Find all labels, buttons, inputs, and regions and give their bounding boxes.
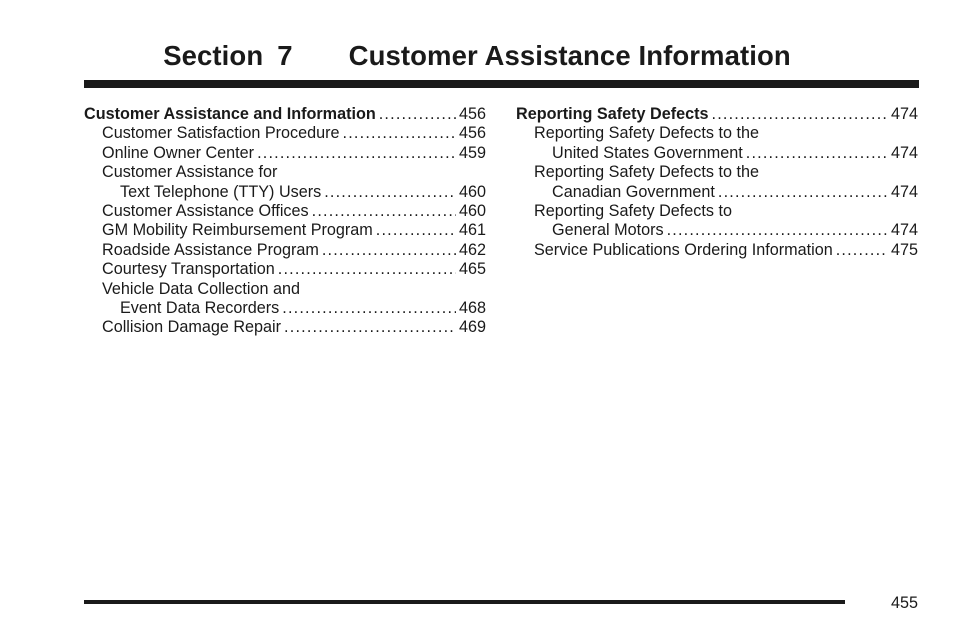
- toc-entry-event-data-recorders[interactable]: [84, 299, 486, 318]
- toc-entry-label: Customer Satisfaction Procedure: [102, 124, 340, 143]
- toc-entry-label: Courtesy Transportation: [102, 260, 275, 279]
- toc-page-number: 456: [458, 105, 486, 123]
- toc-entry-us-government[interactable]: [516, 144, 918, 163]
- toc-right-column: [516, 105, 918, 260]
- toc-entry-label: Canadian Government: [552, 182, 715, 201]
- toc-page-number: 468: [458, 299, 486, 318]
- toc-entry-label: Customer Assistance and Information: [84, 105, 376, 123]
- toc-entry-label: Roadside Assistance Program: [102, 240, 319, 259]
- dot-leader: [343, 124, 456, 143]
- dot-leader: [278, 260, 456, 279]
- section-number: 7: [277, 40, 293, 71]
- toc-entry-tty-line1[interactable]: Customer Assistance for: [102, 163, 278, 182]
- toc-left-column: [84, 105, 486, 338]
- toc-entry-label: Reporting Safety Defects: [516, 105, 709, 123]
- toc-entry-label: GM Mobility Reimbursement Program: [102, 221, 373, 240]
- toc-entry-label: Event Data Recorders: [120, 299, 280, 318]
- toc-page-number: 465: [458, 260, 486, 279]
- toc-entry-collision-damage-repair[interactable]: [84, 318, 486, 337]
- dot-leader: [376, 221, 456, 240]
- section-word: Section: [163, 40, 264, 71]
- toc-entry-courtesy-transportation[interactable]: [84, 260, 486, 279]
- toc-page-number: 461: [458, 221, 486, 240]
- toc-entry-customer-assistance-offices[interactable]: [84, 202, 486, 221]
- toc-entry-gm-mobility[interactable]: [84, 221, 486, 240]
- toc-page-number: 475: [890, 240, 918, 259]
- toc-entry-vdc-line1[interactable]: Vehicle Data Collection and: [102, 279, 300, 298]
- toc-entry-gm-line1[interactable]: Reporting Safety Defects to: [534, 202, 732, 221]
- dot-leader: [322, 241, 456, 260]
- dot-leader: [712, 105, 888, 124]
- section-heading: Customer Assistance Information: [348, 40, 791, 71]
- toc-page-number: 474: [890, 105, 918, 123]
- toc-page-number: 462: [458, 240, 486, 259]
- toc-entry-label: General Motors: [552, 221, 664, 240]
- top-rule: [84, 80, 919, 88]
- toc-entry-label: United States Government: [552, 143, 743, 162]
- toc-entry-canada-line1[interactable]: Reporting Safety Defects to the: [534, 163, 759, 182]
- dot-leader: [379, 105, 456, 124]
- toc-entry-label: Service Publications Ordering Information: [534, 240, 833, 259]
- toc-entry-label: Collision Damage Repair: [102, 318, 282, 337]
- dot-leader: [718, 183, 888, 202]
- toc-entry-general-motors[interactable]: [516, 221, 918, 240]
- section-title: [0, 40, 954, 72]
- toc-page-number: 459: [458, 143, 486, 162]
- toc-entry-online-owner-center[interactable]: [84, 144, 486, 163]
- toc-entry-label: Text Telephone (TTY) Users: [120, 182, 322, 201]
- toc-page-number: 474: [890, 143, 918, 162]
- dot-leader: [282, 299, 456, 318]
- dot-leader: [746, 144, 888, 163]
- toc-page-number: 474: [890, 182, 918, 201]
- toc-entry-roadside-assistance[interactable]: [84, 241, 486, 260]
- toc-page-number: 474: [890, 221, 918, 240]
- toc-page-number: 456: [458, 124, 486, 143]
- toc-page-number: 460: [458, 182, 486, 201]
- toc-entry-tty-users[interactable]: [84, 183, 486, 202]
- toc-entry-canadian-government[interactable]: [516, 183, 918, 202]
- toc-entry-us-line1[interactable]: Reporting Safety Defects to the: [534, 124, 759, 143]
- bottom-rule: [84, 600, 845, 604]
- toc-entry-label: Online Owner Center: [102, 143, 255, 162]
- toc-page-number: 469: [458, 318, 486, 337]
- toc-entry-customer-satisfaction-procedure[interactable]: [84, 124, 486, 143]
- dot-leader: [257, 144, 456, 163]
- dot-leader: [667, 221, 888, 240]
- toc-entry-service-publications[interactable]: [516, 241, 918, 260]
- dot-leader: [324, 183, 456, 202]
- toc-entry-label: Customer Assistance Offices: [102, 202, 309, 221]
- toc-entry-customer-assistance-and-information[interactable]: [84, 105, 486, 124]
- toc-page-number: 460: [458, 202, 486, 221]
- dot-leader: [836, 241, 888, 260]
- dot-leader: [284, 318, 456, 337]
- page-number: 455: [890, 594, 918, 612]
- dot-leader: [312, 202, 456, 221]
- toc-entry-reporting-safety-defects[interactable]: [516, 105, 918, 124]
